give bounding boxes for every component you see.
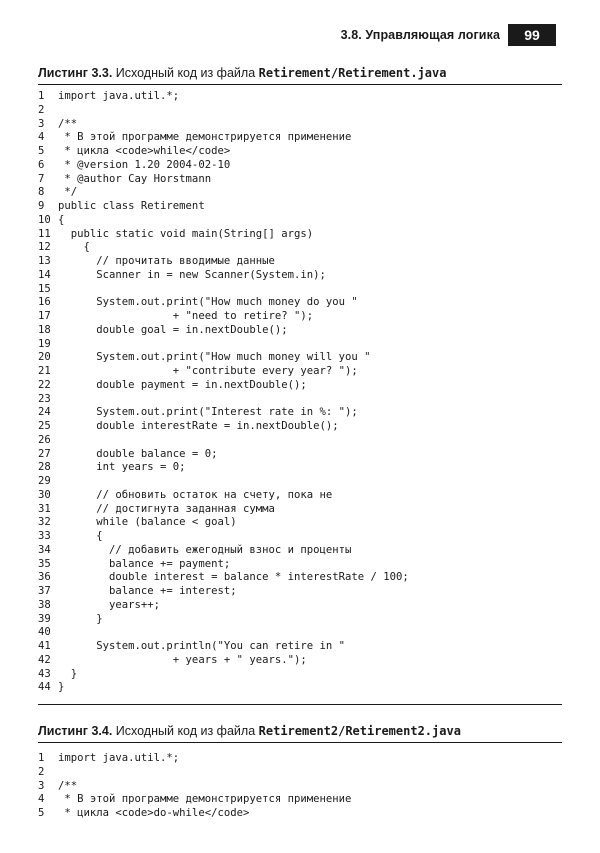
code-line — [38, 434, 562, 448]
line-number: 4 — [38, 131, 45, 144]
code-text: /** — [58, 779, 78, 792]
code-text: { — [58, 213, 65, 226]
code-text: { — [58, 530, 103, 542]
line-number: 16 — [38, 296, 51, 309]
code-line — [38, 461, 562, 475]
code-line — [38, 489, 562, 503]
line-number: 3 — [38, 117, 45, 130]
code-text: { — [58, 241, 90, 254]
code-text: + "need to retire? "); — [58, 310, 314, 322]
code-text: // добавить ежегодный взнос и проценты — [58, 543, 352, 556]
code-text: /** — [58, 117, 78, 130]
line-number: 19 — [38, 337, 51, 350]
code-line — [38, 558, 562, 572]
line-number: 13 — [38, 255, 51, 267]
code-text: import java.util.*; — [58, 90, 180, 102]
code-line — [38, 766, 562, 780]
code-line — [38, 585, 562, 599]
line-number: 36 — [38, 571, 51, 584]
line-number: 23 — [38, 392, 51, 405]
code-text: + "contribute every year? "); — [58, 365, 358, 377]
code-line — [38, 475, 562, 489]
code-line — [38, 503, 562, 517]
code-line — [38, 159, 562, 173]
line-number: 35 — [38, 557, 51, 570]
code-line — [38, 626, 562, 640]
code-line — [38, 379, 562, 393]
code-line — [38, 104, 562, 118]
code-line — [38, 654, 562, 668]
line-number: 41 — [38, 640, 51, 652]
listing-label: Листинг 3.3. — [38, 66, 113, 80]
code-line — [38, 406, 562, 420]
code-text: System.out.print("Interest rate in %: "); — [58, 406, 358, 419]
line-number: 39 — [38, 612, 51, 625]
code-line — [38, 516, 562, 530]
line-number: 10 — [38, 213, 51, 226]
code-text: * цикла <code>while</code> — [58, 145, 231, 157]
code-text: years++; — [58, 598, 161, 611]
line-number: 7 — [38, 172, 45, 185]
code-line — [38, 338, 562, 352]
code-line — [38, 186, 562, 200]
line-number: 42 — [38, 653, 51, 666]
line-number: 26 — [38, 433, 51, 446]
code-text: // обновить остаток на счету, пока не — [58, 488, 333, 501]
code-text: double interestRate = in.nextDouble(); — [58, 420, 339, 432]
code-line — [38, 668, 562, 682]
code-line — [38, 145, 562, 159]
code-text: System.out.print("How much money will you " — [58, 351, 371, 364]
listing-caption-3-4 — [38, 724, 461, 738]
code-line — [38, 365, 562, 379]
code-line — [38, 324, 562, 338]
listing-filename: Retirement2/Retirement2.java — [258, 724, 461, 738]
line-number: 14 — [38, 268, 51, 281]
line-number: 1 — [38, 752, 45, 764]
code-text: import java.util.*; — [58, 752, 180, 764]
code-line — [38, 200, 562, 214]
line-number: 12 — [38, 241, 51, 254]
listing-filename: Retirement/Retirement.java — [258, 66, 447, 80]
code-line — [38, 681, 562, 695]
code-line — [38, 283, 562, 297]
listing-label: Листинг 3.4. — [38, 724, 113, 738]
line-number: 29 — [38, 475, 51, 487]
code-line — [38, 448, 562, 462]
line-number: 28 — [38, 461, 51, 474]
page-number: 99 — [508, 24, 556, 46]
page-header — [0, 24, 600, 46]
code-text: double payment = in.nextDouble(); — [58, 378, 307, 391]
listing-caption-3-3 — [38, 66, 446, 80]
code-text: System.out.print("How much money do you " — [58, 296, 358, 309]
code-line — [38, 571, 562, 585]
code-line — [38, 241, 562, 255]
code-line — [38, 793, 562, 807]
line-number: 24 — [38, 406, 51, 419]
line-number: 8 — [38, 186, 45, 199]
line-number: 33 — [38, 530, 51, 542]
line-number: 34 — [38, 543, 51, 556]
listing-rule-bottom — [38, 704, 562, 705]
line-number: 30 — [38, 488, 51, 501]
code-text: * цикла <code>do-while</code> — [58, 807, 250, 819]
listing-rule-top — [38, 742, 562, 743]
code-line — [38, 640, 562, 654]
line-number: 40 — [38, 626, 51, 639]
code-line — [38, 613, 562, 627]
line-number: 2 — [38, 103, 45, 116]
listing-description: Исходный код из файла — [115, 724, 256, 738]
listing-description: Исходный код из файла — [115, 66, 256, 80]
line-number: 25 — [38, 420, 51, 432]
code-text: // прочитать вводимые данные — [58, 255, 275, 267]
line-number: 43 — [38, 667, 51, 680]
line-number: 11 — [38, 227, 51, 240]
code-text: System.out.println("You can retire in " — [58, 640, 346, 652]
code-line — [38, 752, 562, 766]
code-line — [38, 173, 562, 187]
code-listing-3-4 — [38, 752, 562, 821]
code-text: balance += interest; — [58, 585, 237, 597]
line-number: 1 — [38, 90, 45, 102]
line-number: 9 — [38, 200, 45, 212]
code-line — [38, 90, 562, 104]
code-text: balance += payment; — [58, 557, 231, 570]
line-number: 21 — [38, 365, 51, 377]
code-text: * В этой программе демонстрируется применение — [58, 793, 352, 806]
code-line — [38, 296, 562, 310]
line-number: 17 — [38, 310, 51, 322]
code-line — [38, 599, 562, 613]
code-line — [38, 351, 562, 365]
line-number: 44 — [38, 681, 51, 694]
line-number: 32 — [38, 516, 51, 529]
code-line — [38, 269, 562, 283]
code-line — [38, 310, 562, 324]
code-text: * В этой программе демонстрируется применение — [58, 131, 352, 144]
line-number: 15 — [38, 282, 51, 295]
line-number: 37 — [38, 585, 51, 597]
code-text: } — [58, 681, 65, 694]
code-text: } — [58, 612, 103, 625]
code-line — [38, 530, 562, 544]
line-number: 22 — [38, 378, 51, 391]
code-line — [38, 544, 562, 558]
code-text: public static void main(String[] args) — [58, 227, 314, 240]
code-listing-3-3 — [38, 90, 562, 695]
line-number: 20 — [38, 351, 51, 364]
code-text: double goal = in.nextDouble(); — [58, 323, 288, 336]
listing-rule-top — [38, 84, 562, 85]
line-number: 4 — [38, 793, 45, 806]
code-text: * @version 1.20 2004-02-10 — [58, 158, 231, 171]
code-text: double balance = 0; — [58, 447, 218, 460]
line-number: 2 — [38, 765, 45, 778]
line-number: 5 — [38, 145, 45, 157]
code-text: public class Retirement — [58, 200, 205, 212]
code-text: while (balance < goal) — [58, 516, 237, 529]
code-line — [38, 131, 562, 145]
line-number: 31 — [38, 502, 51, 515]
section-title: 3.8. Управляющая логика — [340, 28, 500, 42]
code-text: double interest = balance * interestRate / 100; — [58, 571, 409, 584]
line-number: 27 — [38, 447, 51, 460]
code-text: int years = 0; — [58, 461, 186, 474]
code-line — [38, 780, 562, 794]
code-line — [38, 807, 562, 821]
line-number: 3 — [38, 779, 45, 792]
code-text: * @author Cay Horstmann — [58, 172, 212, 185]
code-text: // достигнута заданная сумма — [58, 502, 275, 515]
line-number: 38 — [38, 598, 51, 611]
code-line — [38, 420, 562, 434]
code-line — [38, 393, 562, 407]
line-number: 5 — [38, 807, 45, 819]
line-number: 6 — [38, 158, 45, 171]
code-line — [38, 118, 562, 132]
code-text: Scanner in = new Scanner(System.in); — [58, 268, 326, 281]
line-number: 18 — [38, 323, 51, 336]
code-line — [38, 255, 562, 269]
code-text: + years + " years."); — [58, 653, 307, 666]
code-text: */ — [58, 186, 78, 199]
code-line — [38, 228, 562, 242]
code-line — [38, 214, 562, 228]
code-text: } — [58, 667, 78, 680]
